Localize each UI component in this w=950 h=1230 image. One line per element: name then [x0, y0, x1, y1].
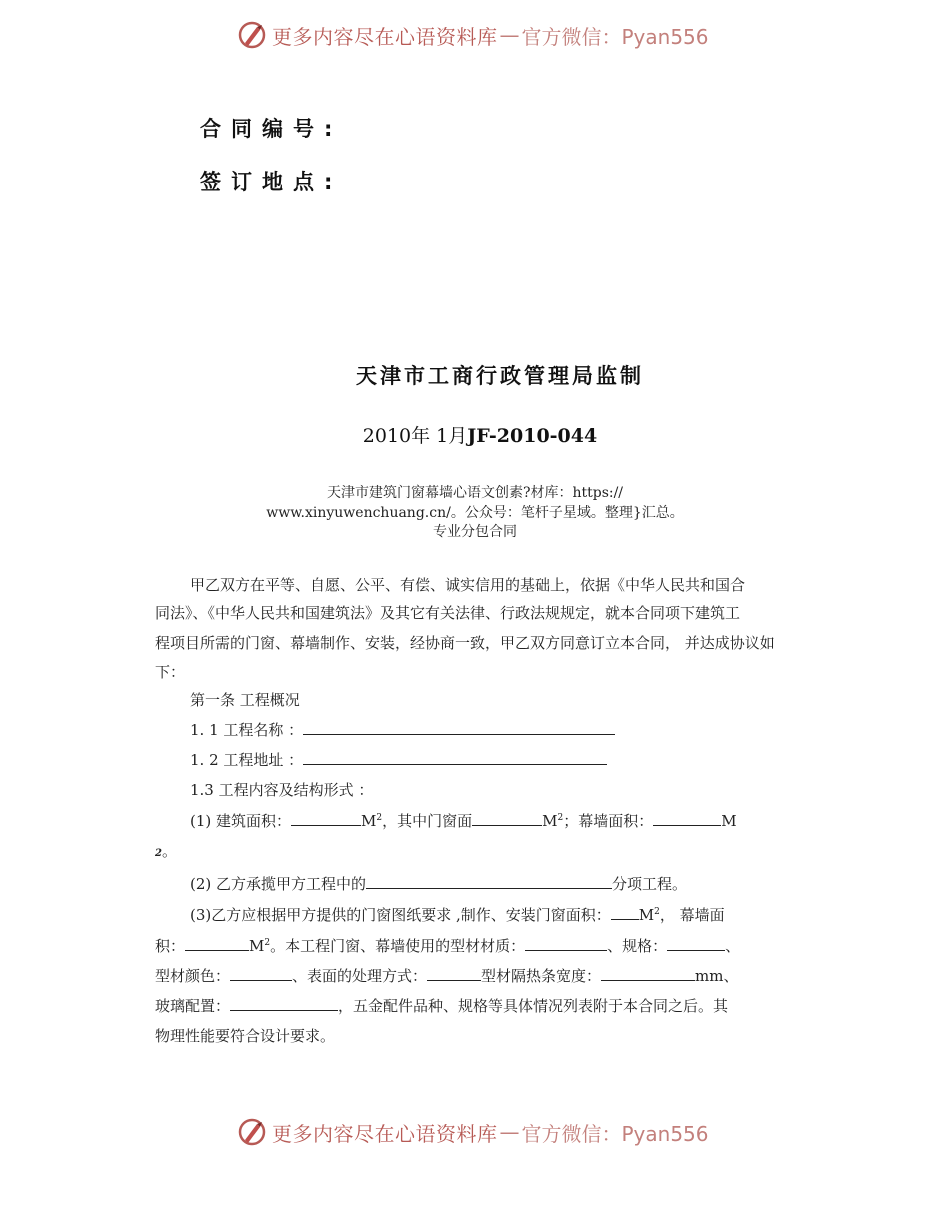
profile-color-label: 型材颜色：: [155, 967, 231, 985]
material-label: 。本工程门窗、幕墙使用的型材材质：: [270, 937, 526, 955]
unit-sq: 2: [376, 813, 383, 823]
watermark-banner-bottom: [236, 1114, 709, 1150]
project-address-blank: [303, 749, 607, 765]
banner-title: 更多内容尽在心语资料库: [272, 24, 498, 49]
door-window-area-label: (3)乙方应根据甲方提供的门窗图纸要求 ,制作、安装门窗面积：: [190, 906, 611, 924]
subheader-line-2: www.xinyuwenchuang.cn/。公众号：笔杆子星域。整理}汇总。: [266, 505, 684, 521]
curtain-wall-area-blank: [653, 810, 721, 826]
unit-sq: 2: [155, 848, 162, 859]
item-1-1: [190, 719, 615, 740]
window-area-blank: [472, 810, 542, 826]
paragraph-3-line-2: [155, 935, 740, 956]
item-1-1-label: 1. 1 工程名称 ：: [190, 721, 304, 739]
curtain-wall-area-label: ；幕墙面积：: [563, 812, 654, 830]
unit-sq: 2: [264, 938, 271, 948]
unit-m: M: [542, 812, 558, 830]
banner-dash: —: [499, 23, 520, 47]
unit-m: M: [249, 937, 265, 955]
signing-place-label: 签订地点:: [200, 170, 343, 194]
curtain-wall-area-blank-2: [185, 935, 249, 951]
watermark-banner-top: [236, 17, 709, 53]
paragraph-2: [190, 873, 687, 894]
hardware-text: ，五金配件品种、规格等具体情况列表附于本合同之后。其: [338, 997, 729, 1015]
subcontract-label: (2) 乙方承揽甲方工程中的: [190, 875, 367, 893]
contract-date: 2010年 1月: [362, 425, 468, 447]
surface-treatment-blank: [427, 965, 481, 981]
banner-title: 更多内容尽在心语资料库: [272, 1121, 498, 1146]
banner-dash: —: [499, 1120, 520, 1144]
paragraph-3-line-1: [190, 904, 725, 925]
window-area-label: ，其中门窗面: [382, 812, 473, 830]
subcontract-suffix: 分项工程。: [612, 875, 688, 893]
pen-logo-icon: [236, 19, 268, 51]
comma: 、: [725, 937, 741, 955]
paragraph-3-line-4: [155, 995, 728, 1016]
paragraph-3-line-5: 物理性能要符合设计要求。: [155, 1027, 336, 1045]
profile-color-blank: [230, 965, 292, 981]
building-area-label: (1) 建筑面积：: [190, 812, 292, 830]
item-1-3: 1.3 工程内容及结构形式 ：: [190, 781, 374, 799]
article-1-heading: 第一条 工程概况: [190, 691, 300, 709]
unit-m: M: [638, 906, 655, 924]
contract-code: JF-2010-044: [467, 425, 598, 447]
subheader-line-1: 天津市建筑门窗幕墙心语文创素?材库：https://: [326, 485, 624, 501]
intro-line-4: 下：: [155, 663, 186, 681]
paragraph-3-line-3: [155, 965, 739, 986]
item-1-2: [190, 749, 607, 770]
intro-line-1: 甲乙双方在平等、自愿、公平、有偿、诚实信用的基础上，依据《中华人民共和国合: [190, 576, 746, 594]
spec-blank: [667, 935, 725, 951]
spec-label: 、规格：: [607, 937, 668, 955]
curtain-wall-label: ， 幕墙面: [659, 906, 725, 924]
thermal-strip-label: 型材隔热条宽度：: [481, 967, 602, 985]
intro-line-2: 同法》、《中华人民共和国建筑法》及其它有关法律、行政法规规定，就本合同项下建筑工: [155, 604, 741, 622]
material-blank: [525, 935, 607, 951]
thermal-strip-blank: [601, 965, 695, 981]
paragraph-1: [190, 810, 737, 831]
surface-treatment-label: 、表面的处理方式：: [292, 967, 428, 985]
door-window-area-blank: [611, 904, 639, 920]
unit-mm: mm、: [695, 967, 739, 985]
contract-number-label: 合同编号:: [200, 117, 343, 141]
subheader-line-3: 专业分包合同: [433, 524, 517, 540]
pen-logo-icon: [236, 1116, 268, 1148]
supervisor-title: 天津市工商行政管理局监制: [356, 364, 644, 388]
unit-m: M: [361, 812, 377, 830]
paragraph-1-end: [155, 840, 177, 861]
period: 。: [161, 842, 177, 860]
area-label: 积：: [155, 937, 186, 955]
subcontract-blank: [366, 873, 612, 889]
banner-wechat: 官方微信：Pyan556: [521, 1121, 709, 1146]
building-area-blank: [291, 810, 361, 826]
date-line: [0, 421, 950, 448]
project-name-blank: [303, 719, 615, 735]
item-1-2-label: 1. 2 工程地址 ：: [190, 751, 304, 769]
unit-sq: 2: [557, 813, 564, 823]
banner-wechat: 官方微信：Pyan556: [521, 24, 709, 49]
intro-line-3: 程项目所需的门窗、幕墙制作、安装，经协商一致，甲乙双方同意订立本合同， 并达成协议如: [155, 634, 775, 652]
unit-sq: 2: [654, 907, 660, 917]
glass-config-blank: [230, 995, 338, 1011]
unit-m: M: [721, 812, 737, 830]
glass-config-label: 玻璃配置：: [155, 997, 231, 1015]
